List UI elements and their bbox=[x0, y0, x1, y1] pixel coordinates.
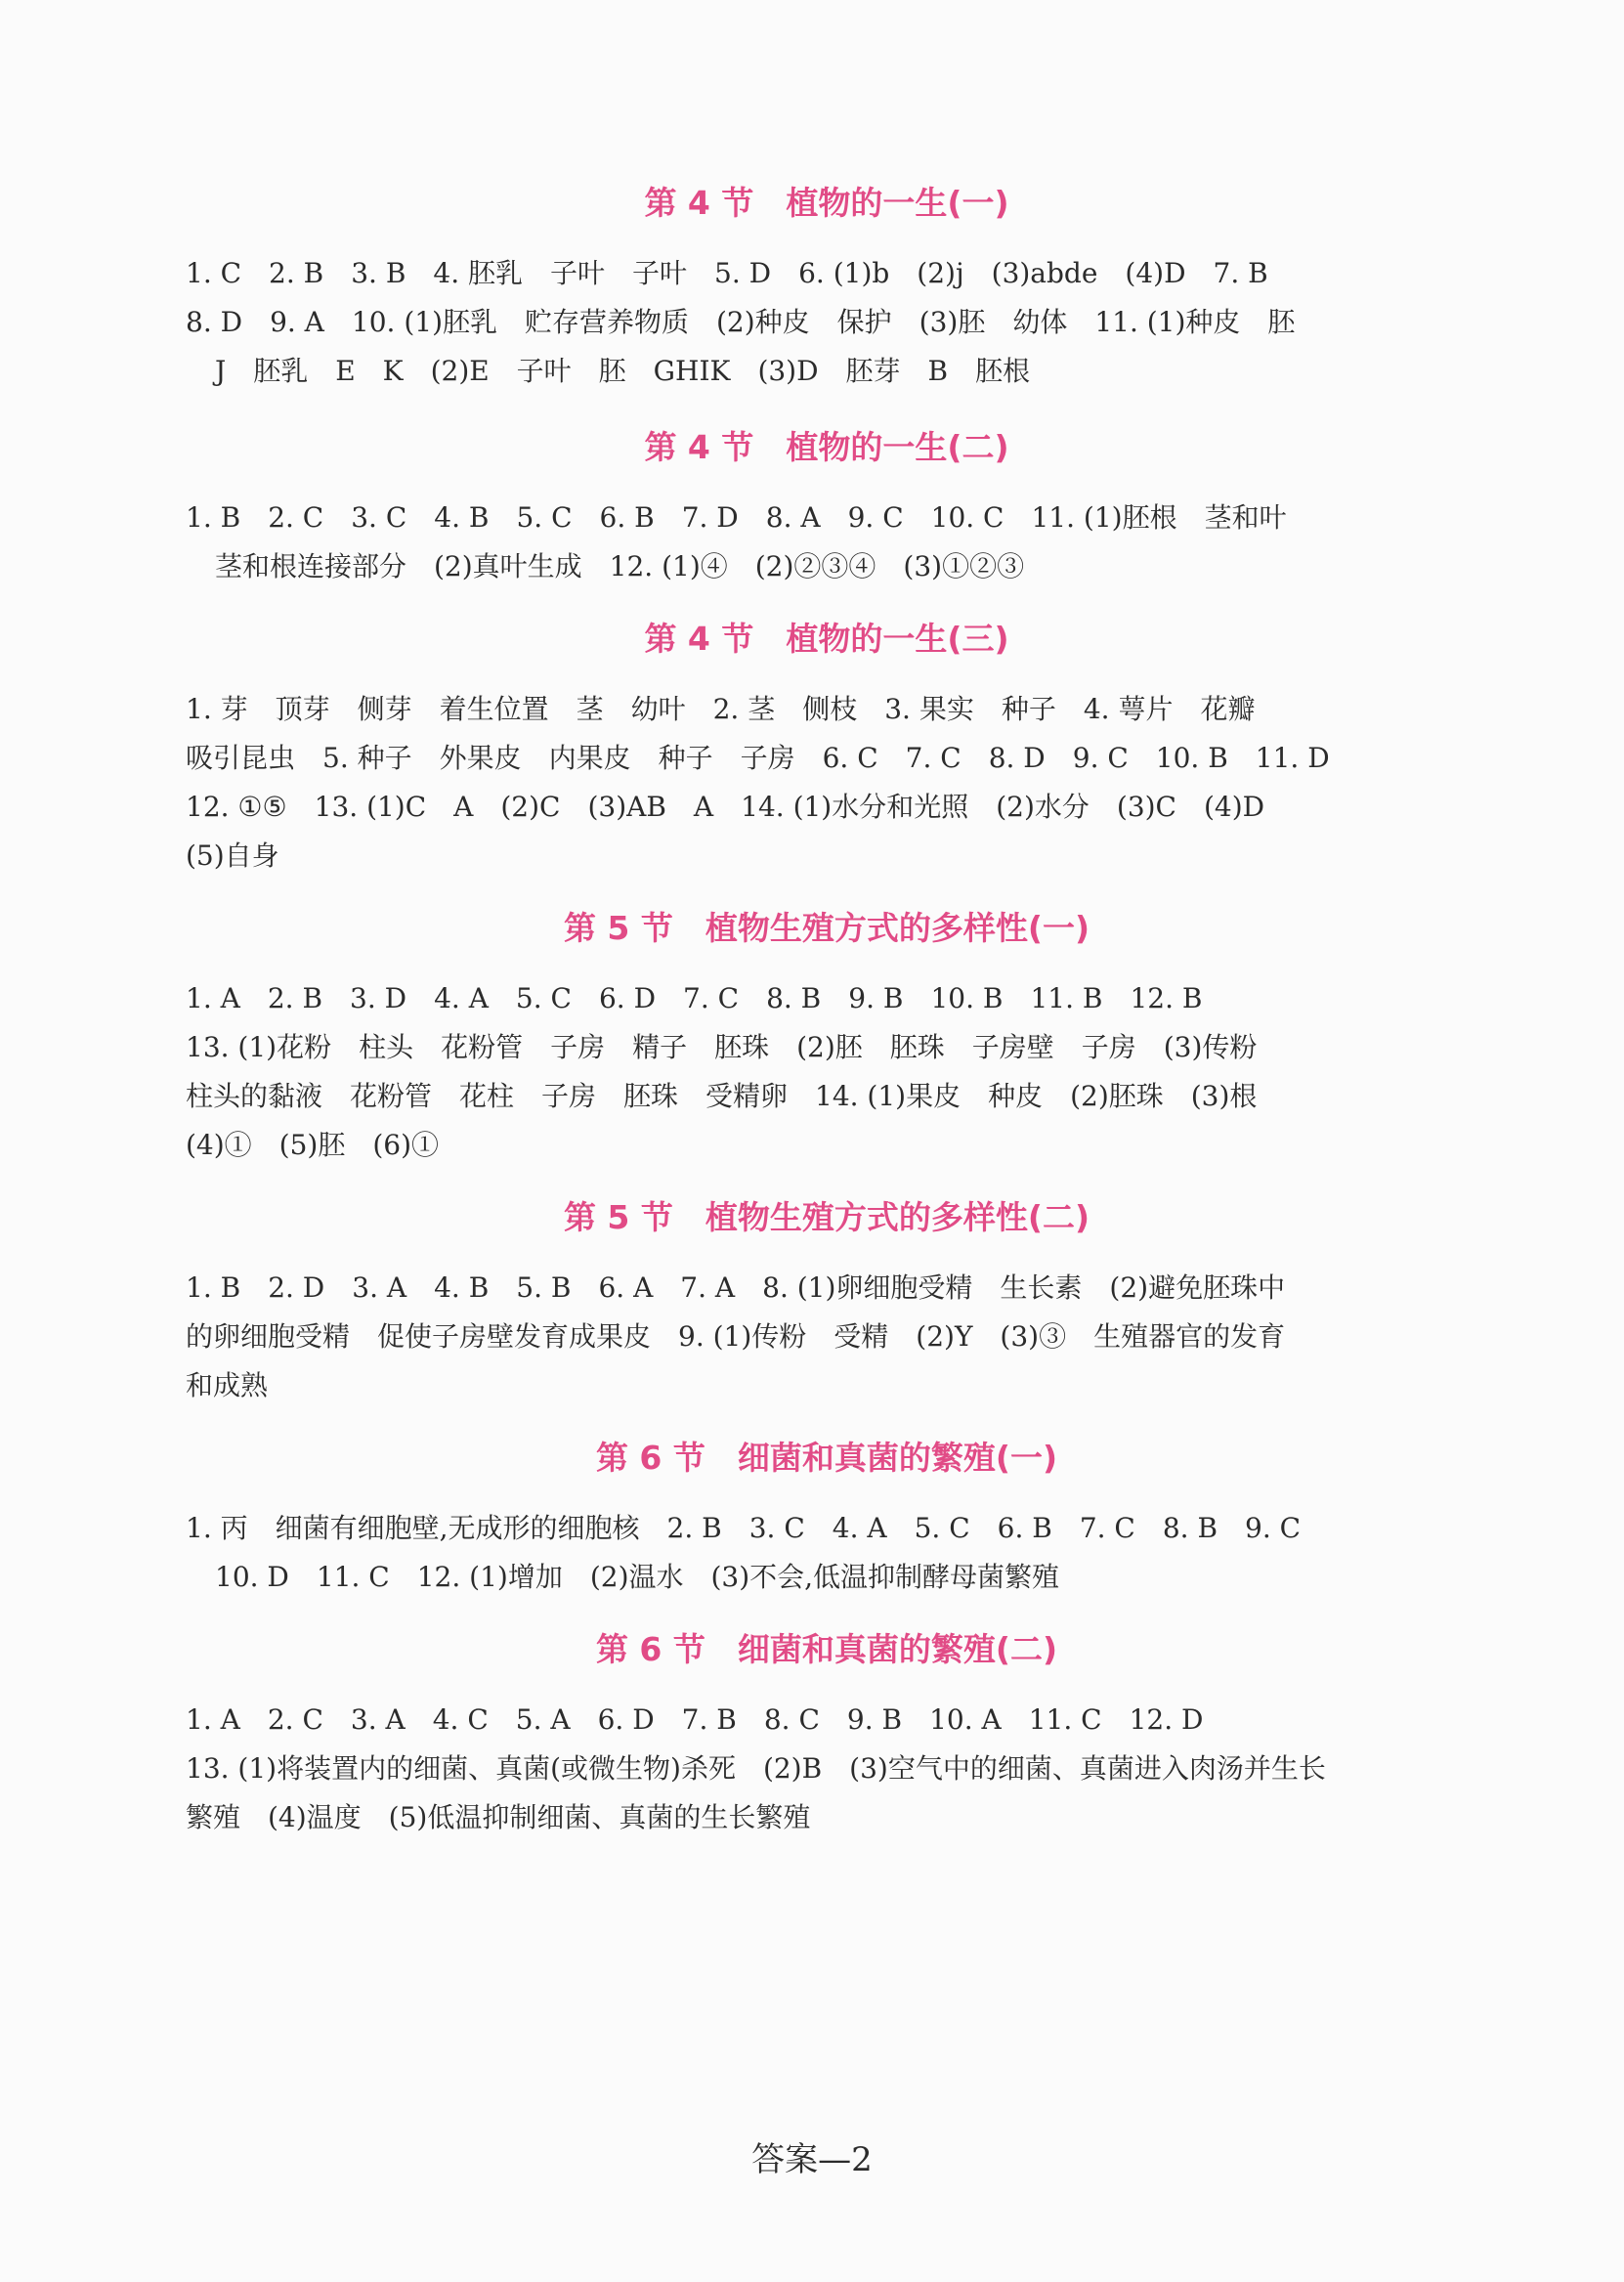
answer-line: 13. (1)将装置内的细菌、真菌(或微生物)杀死 (2)B (3)空气中的细菌、真菌进入肉汤并生长 bbox=[186, 1752, 1326, 1785]
answer-line: 吸引昆虫 5. 种子 外果皮 内果皮 种子 子房 6. C 7. C 8. D 9. C 10. B 11. D bbox=[186, 742, 1330, 774]
page-number: 答案—2 bbox=[751, 2140, 873, 2179]
section-title: 第 5 节 植物生殖方式的多样性(一) bbox=[563, 909, 1090, 947]
answer-line: 的卵细胞受精 促使子房壁发育成果皮 9. (1)传粉 受精 (2)Y (3)③ 生殖器官的发育 bbox=[186, 1320, 1286, 1353]
answer-line: 13. (1)花粉 柱头 花粉管 子房 精子 胚珠 (2)胚 胚珠 子房壁 子房 (3)传粉 bbox=[186, 1031, 1258, 1063]
section-title: 第 4 节 植物的一生(二) bbox=[644, 428, 1009, 466]
answer-line: 1. 丙 细菌有细胞壁,无成形的细胞核 2. B 3. C 4. A 5. C 6. B 7. C 8. B 9. C bbox=[186, 1512, 1302, 1544]
section-title: 第 4 节 植物的一生(一) bbox=[644, 184, 1009, 222]
answer-line: 1. 芽 顶芽 侧芽 着生位置 茎 幼叶 2. 茎 侧枝 3. 果实 种子 4. 萼片 花瓣 bbox=[186, 693, 1256, 725]
answer-line: 12. ①⑤ 13. (1)C A (2)C (3)AB A 14. (1)水分和光照 (2)水分 (3)C (4)D bbox=[186, 791, 1265, 823]
answer-line: 1. A 2. C 3. A 4. C 5. A 6. D 7. B 8. C 9. B 10. A 11. C 12. D bbox=[186, 1703, 1204, 1736]
answer-line: 繁殖 (4)温度 (5)低温抑制细菌、真菌的生长繁殖 bbox=[186, 1801, 811, 1833]
answer-line: (5)自身 bbox=[186, 840, 279, 872]
section-title: 第 6 节 细菌和真菌的繁殖(二) bbox=[595, 1630, 1058, 1668]
answer-line: 1. B 2. C 3. C 4. B 5. C 6. B 7. D 8. A 9. C 10. C 11. (1)胚根 茎和叶 bbox=[186, 501, 1287, 534]
answer-line: (4)① (5)胚 (6)① bbox=[186, 1129, 439, 1161]
answer-line: 8. D 9. A 10. (1)胚乳 贮存营养物质 (2)种皮 保护 (3)胚 幼体 11. (1)种皮 胚 bbox=[186, 306, 1296, 338]
answer-line: J 胚乳 E K (2)E 子叶 胚 GHIK (3)D 胚芽 B 胚根 bbox=[215, 355, 1031, 387]
answer-line: 1. B 2. D 3. A 4. B 5. B 6. A 7. A 8. (1)卵细胞受精 生长素 (2)避免胚珠中 bbox=[186, 1271, 1286, 1304]
answer-line: 1. C 2. B 3. B 4. 胚乳 子叶 子叶 5. D 6. (1)b (2)j (3)abde (4)D 7. B bbox=[186, 257, 1268, 289]
answer-line: 1. A 2. B 3. D 4. A 5. C 6. D 7. C 8. B 9. B 10. B 11. B 12. B bbox=[186, 982, 1203, 1014]
answer-line: 和成熟 bbox=[186, 1369, 269, 1401]
section-title: 第 6 节 细菌和真菌的繁殖(一) bbox=[595, 1439, 1058, 1477]
section-title: 第 4 节 植物的一生(三) bbox=[644, 620, 1009, 658]
answer-line: 10. D 11. C 12. (1)增加 (2)温水 (3)不会,低温抑制酵母菌繁殖 bbox=[215, 1561, 1060, 1593]
answer-line: 茎和根连接部分 (2)真叶生成 12. (1)④ (2)②③④ (3)①②③ bbox=[215, 550, 1025, 582]
answer-line: 柱头的黏液 花粉管 花柱 子房 胚珠 受精卵 14. (1)果皮 种皮 (2)胚珠 (3)根 bbox=[186, 1080, 1258, 1112]
section-title: 第 5 节 植物生殖方式的多样性(二) bbox=[563, 1198, 1090, 1236]
